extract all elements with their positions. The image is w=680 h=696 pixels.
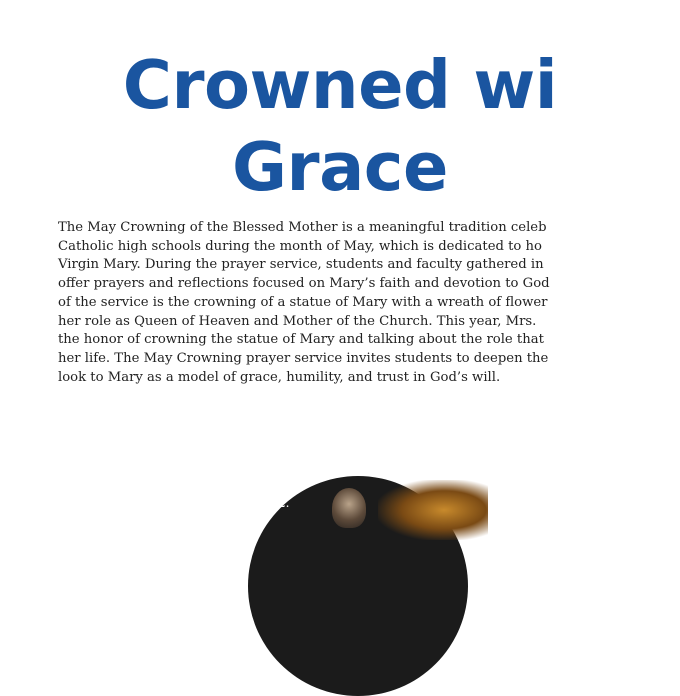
body-line: offer prayers and reflections focused on Mary’s faith and devotion to God (58, 276, 550, 292)
article-title-line-2: Grace (232, 128, 448, 206)
body-line: of the service is the crowning of a statue of Mary with a wreath of flower (58, 294, 548, 310)
body-line: the honor of crowning the statue of Mary and talking about the role that (58, 332, 544, 348)
article-title-line-1: Crowned wi (122, 46, 558, 124)
body-line: look to Mary as a model of grace, humility, and trust in God’s will. (58, 369, 501, 385)
body-line: The May Crowning of the Blessed Mother is a meaningful tradition celeb (58, 220, 547, 235)
body-line: her life. The May Crowning prayer service invites students to deepen the (58, 350, 549, 366)
body-line: Virgin Mary. During the prayer service, students and faculty gathered in (58, 257, 544, 273)
article-title (0, 44, 680, 208)
body-line: her role as Queen of Heaven and Mother of the Church. This year, Mrs. (58, 313, 537, 329)
photo-person-figure (332, 488, 366, 528)
photo-number-label: 2. (278, 496, 290, 510)
photo-light-glow (378, 480, 488, 540)
article-body (58, 219, 658, 387)
body-line: Catholic high schools during the month of May, which is dedicated to ho (58, 238, 542, 254)
circular-photo (248, 476, 468, 696)
